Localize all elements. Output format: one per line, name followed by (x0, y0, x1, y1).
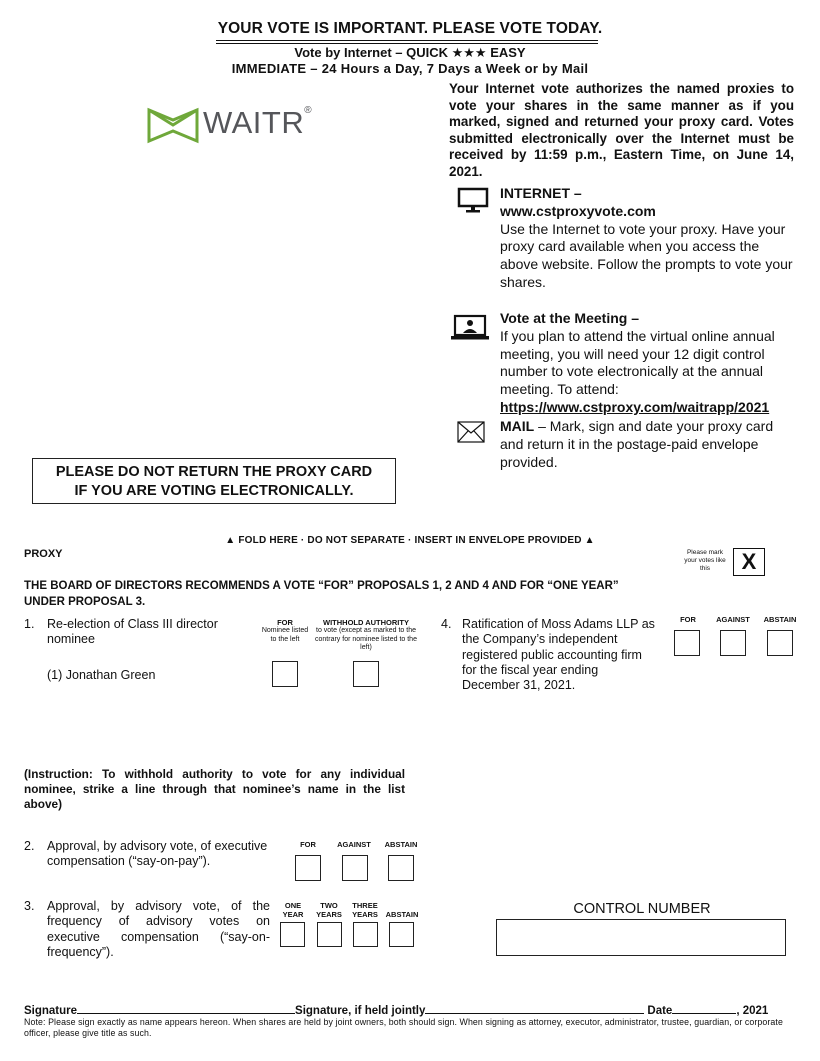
control-number-label: CONTROL NUMBER (573, 901, 711, 917)
notice-line-2: IF YOU ARE VOTING ELECTRONICALLY. (74, 483, 354, 499)
proposal-4-text: Ratification of Moss Adams LLP as the Company’s independent registered public accounting firm for the fiscal year ending December 31, 2021. (462, 617, 655, 693)
vote-availability-line: IMMEDIATE – 24 Hours a Day, 7 Days a Week or by Mail (231, 61, 589, 76)
proposal-3-one-year-label: ONE YEAR (282, 901, 304, 919)
meeting-method (500, 310, 800, 417)
date-label: Date (647, 1005, 673, 1017)
mail-instructions: – Mark, sign and date your proxy card and return it in the postage-paid envelope provided. (500, 418, 774, 470)
mark-example-box: X (733, 548, 765, 576)
proposal-1-text: Re-election of Class III director nominee (47, 617, 218, 647)
proposal-3-one-year-checkbox[interactable] (280, 922, 305, 947)
internet-title: INTERNET – (500, 185, 582, 201)
proposal-2-for-label: FOR (300, 840, 316, 849)
signing-note: Note: Please sign exactly as name appears hereon. When shares are held by joint owners, both should sign. When signing as attorney, executor, administrator, trustee, guardian, or corporate officer, please give title as such. (24, 1017, 783, 1038)
proposal-3-number: 3. (24, 899, 35, 913)
proposal-2-for-checkbox[interactable] (295, 855, 321, 881)
proposal-1-withhold-header (312, 618, 420, 653)
column-label: FOR (277, 618, 293, 627)
proposal-3-abstain-label: ABSTAIN (385, 910, 419, 919)
proposal-2-text: Approval, by advisory vote, of executive compensation (“say-on-pay”). (47, 839, 268, 869)
mark-example-note: Please mark your votes like this (684, 549, 726, 572)
control-number-box (496, 919, 786, 956)
logo-text: WAITR (203, 105, 305, 140)
proposal-3-two-years-checkbox[interactable] (317, 922, 342, 947)
proposal-1-withhold-checkbox[interactable] (353, 661, 379, 687)
proposal-3-text: Approval, by advisory vote, of the frequency of advisory votes on executive compensation (“say-on-frequency”). (47, 899, 270, 959)
meeting-instructions: If you plan to attend the virtual online annual meeting, you will need your 12 digit control number to vote electronically at the annual meeting. To attend: (500, 327, 775, 398)
mail-title: MAIL (500, 418, 535, 434)
internet-method (500, 185, 800, 292)
fold-instruction: ▲ FOLD HERE · DO NOT SEPARATE · INSERT IN ENVELOPE PROVIDED ▲ (225, 535, 595, 546)
signature-field[interactable] (77, 1002, 295, 1014)
proposal-3-three-years-checkbox[interactable] (353, 922, 378, 947)
proposal-3-three-years-label: THREE YEARS (352, 901, 378, 919)
waitr-wordmark (203, 105, 312, 141)
proposal-2-against-label: AGAINST (337, 840, 371, 849)
proposal-4-abstain-label: ABSTAIN (763, 615, 797, 624)
headline-rule (216, 40, 598, 41)
internet-vote-intro: Your Internet vote authorizes the named proxies to vote your shares in the same manner as if you marked, signed and returned your proxy card. Votes submitted electronically over the Internet must be received by 11:59 p.m., Eastern Time, on June 14, 2021. (449, 81, 794, 179)
joint-signature-label: Signature, if held jointly (295, 1005, 426, 1017)
meeting-title: Vote at the Meeting – (500, 310, 639, 326)
meeting-url-link[interactable]: https://www.cstproxy.com/waitrapp/2021 (500, 398, 770, 415)
column-label: WITHHOLD AUTHORITY (323, 618, 409, 627)
date-year: , 2021 (736, 1005, 769, 1017)
proxy-label: PROXY (24, 548, 63, 560)
mail-method (500, 418, 800, 471)
signature-line (24, 1002, 796, 1017)
column-sublabel: Nominee listed to the left (261, 627, 309, 643)
do-not-return-notice (32, 458, 396, 504)
headline-rule (216, 43, 598, 44)
withhold-instruction: (Instruction: To withhold authority to vote for any individual nominee, strike a line through that nominee’s name in the list above) (24, 767, 405, 812)
proposal-4-number: 4. (441, 617, 452, 631)
proposal-3-two-years-label: TWO YEARS (316, 901, 342, 919)
monitor-icon (457, 187, 489, 213)
laptop-user-icon (450, 314, 490, 342)
column-sublabel: to vote (except as marked to the contrary for nominee listed to the left) (315, 627, 417, 651)
joint-signature-field[interactable] (425, 1002, 644, 1014)
proposal-4-abstain-checkbox[interactable] (767, 630, 793, 656)
internet-instructions: Use the Internet to vote your proxy. Have your proxy card available when you access the above website. Follow the prompts to vote your shares. (500, 220, 793, 290)
proposal-4-against-checkbox[interactable] (720, 630, 746, 656)
notice-line-1: PLEASE DO NOT RETURN THE PROXY CARD (55, 464, 373, 480)
trademark-symbol: ® (304, 105, 313, 116)
proposal-1-for-checkbox[interactable] (272, 661, 298, 687)
proposal-2-number: 2. (24, 839, 35, 853)
proposal-2-abstain-checkbox[interactable] (388, 855, 414, 881)
vote-by-internet-line: Vote by Internet – QUICK ★★★ EASY (294, 45, 526, 60)
signature-label: Signature (24, 1005, 78, 1017)
proposal-3-abstain-checkbox[interactable] (389, 922, 414, 947)
envelope-icon (457, 421, 485, 443)
proposal-2-against-checkbox[interactable] (342, 855, 368, 881)
board-recommendation: THE BOARD OF DIRECTORS RECOMMENDS A VOTE “FOR” PROPOSALS 1, 2 AND 4 AND FOR “ONE YEAR” UNDER PROPOSAL 3. (24, 580, 619, 608)
internet-url-link[interactable]: www.cstproxyvote.com (500, 202, 656, 219)
headline: YOUR VOTE IS IMPORTANT. PLEASE VOTE TODAY. (217, 20, 603, 37)
proposal-1-for-header (258, 618, 312, 644)
proposal-4-for-checkbox[interactable] (674, 630, 700, 656)
date-field[interactable] (672, 1002, 736, 1014)
proposal-2-abstain-label: ABSTAIN (384, 840, 418, 849)
proposal-1-nominee: (1) Jonathan Green (47, 668, 156, 682)
proposal-1-number: 1. (24, 617, 35, 631)
proposal-4-against-label: AGAINST (716, 615, 750, 624)
proposal-4-for-label: FOR (680, 615, 696, 624)
